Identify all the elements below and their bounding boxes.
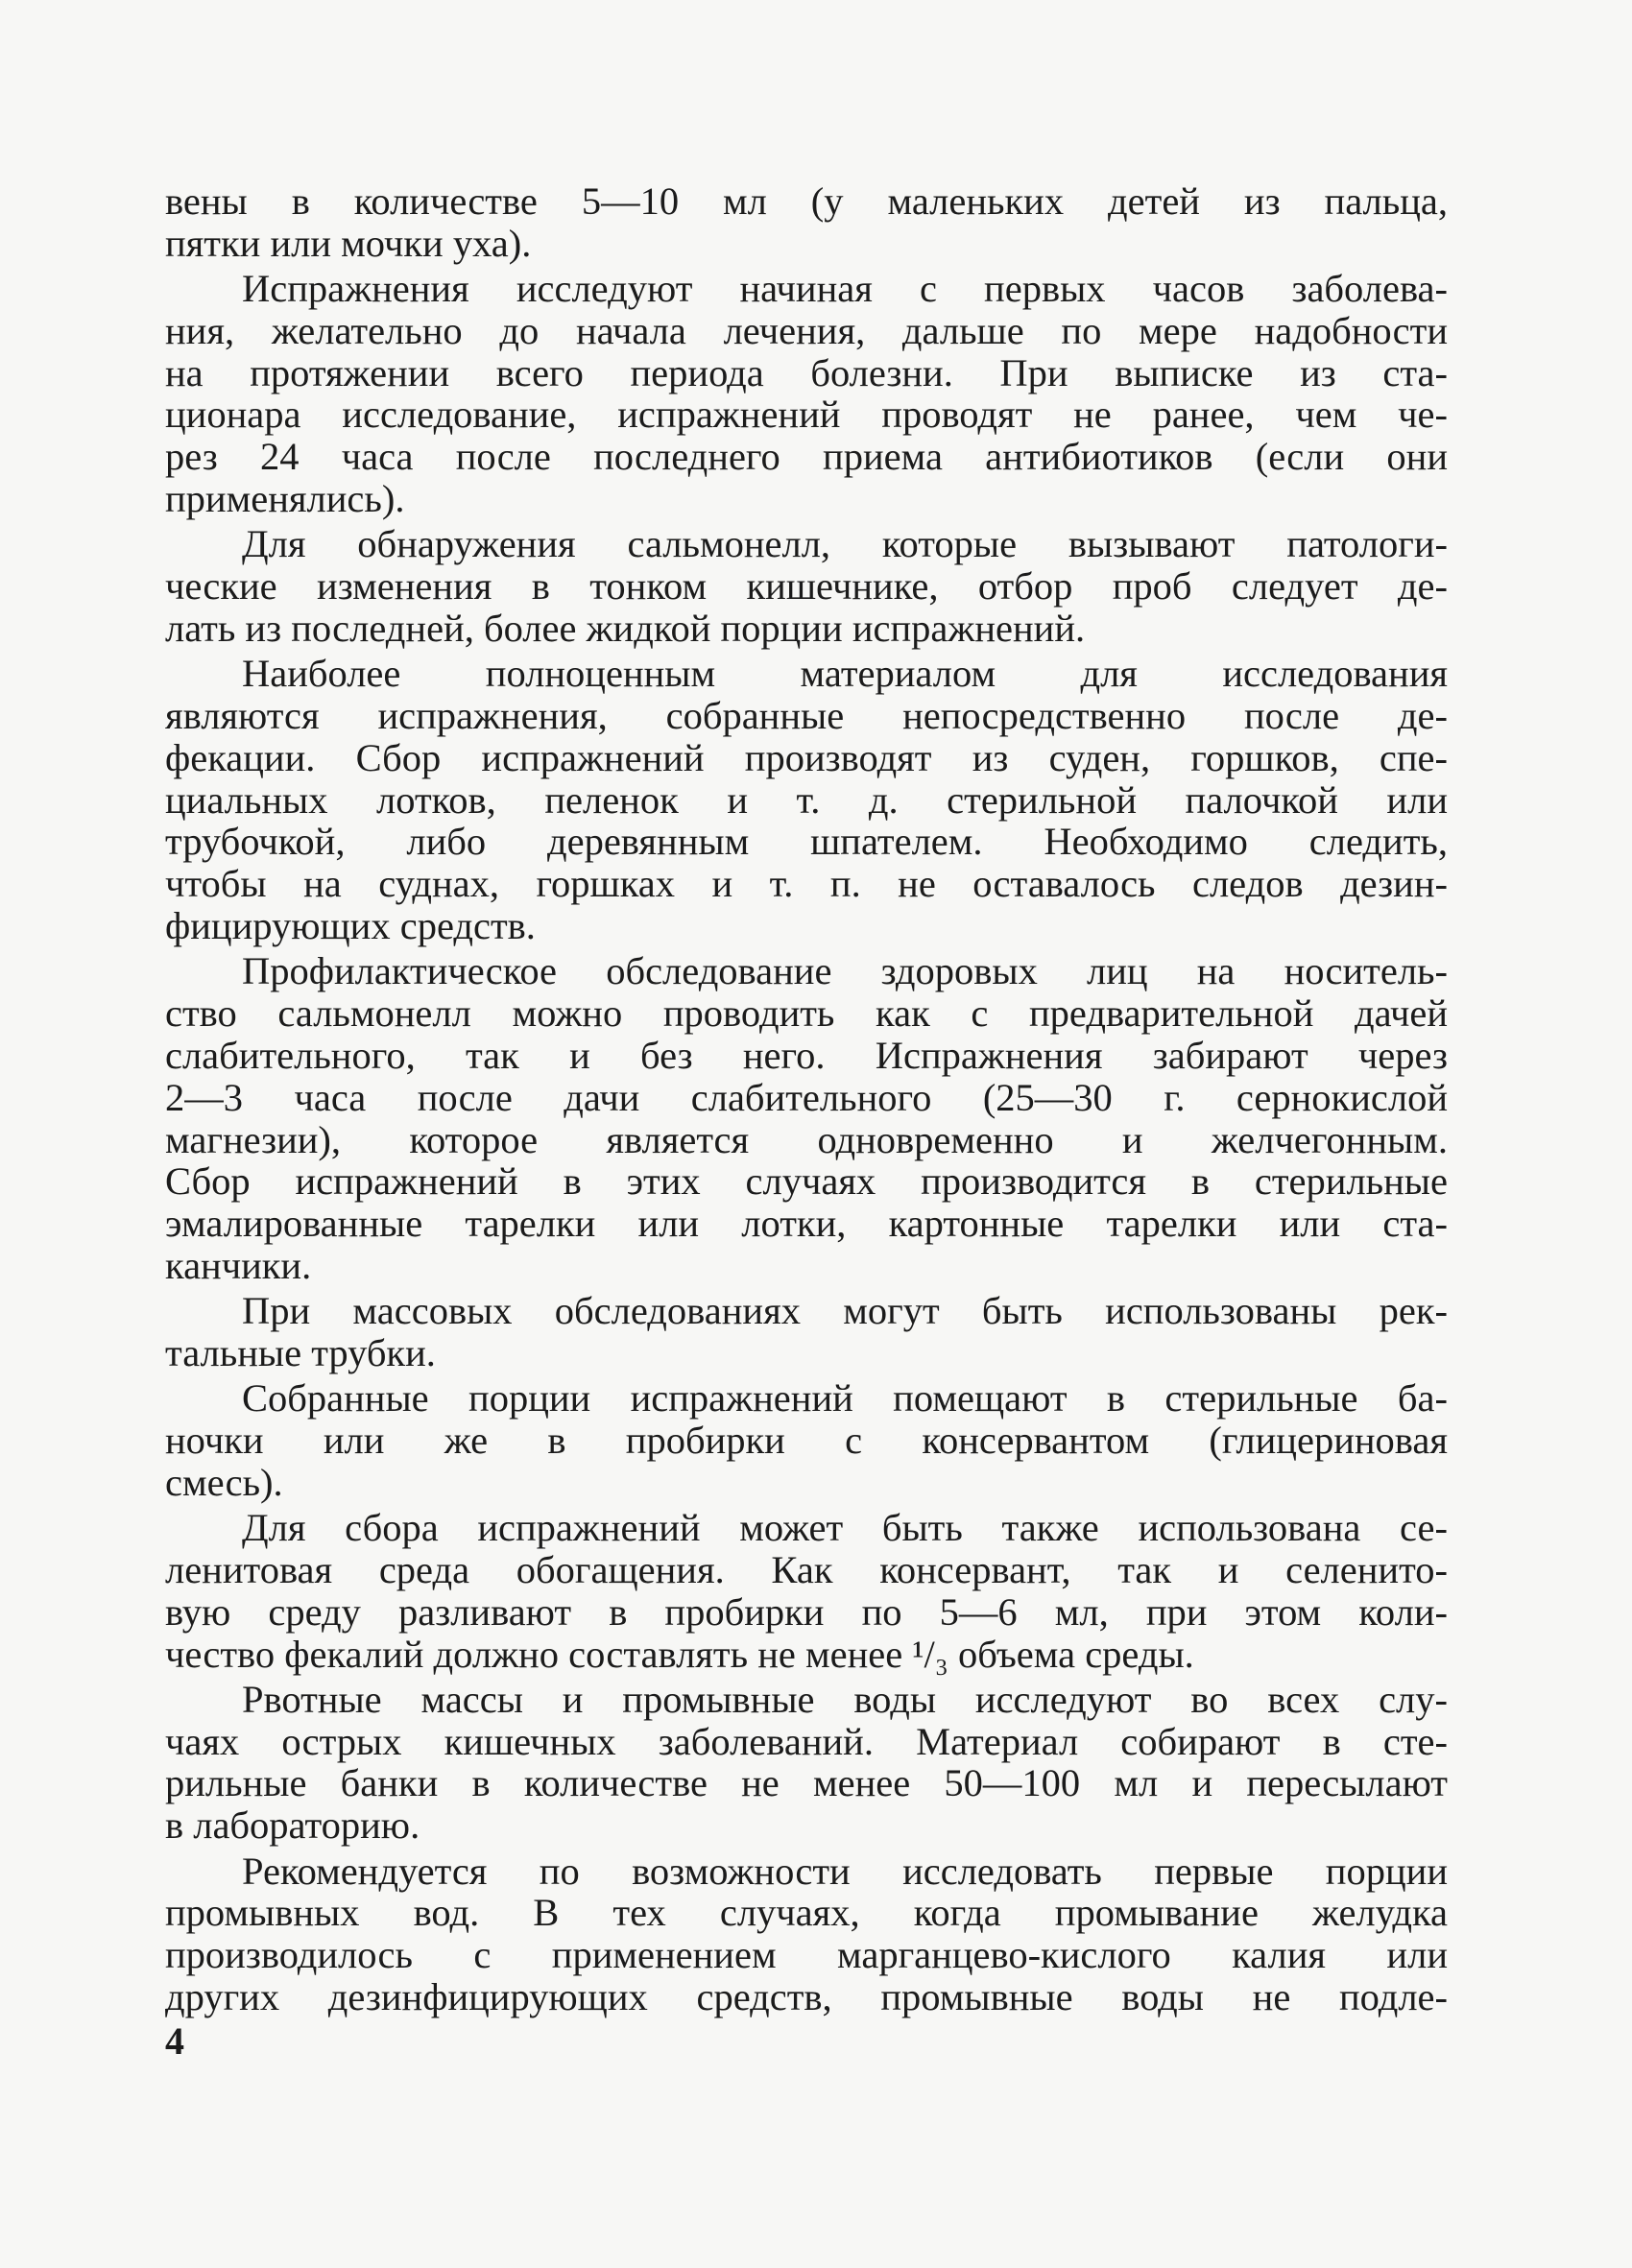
text-line: промывных вод. В тех случаях, когда промывание желудка	[165, 1891, 1448, 1935]
text-line: лать из последней, более жидкой порции испражнений.	[165, 606, 1086, 650]
text-line: чтобы на суднах, горшках и т. п. не оставалось следов дезин-	[165, 862, 1448, 906]
text-line: ство сальмонелл можно проводить как с предварительной дачей	[165, 991, 1448, 1036]
text-line: фицирующих средств.	[165, 904, 536, 948]
text-line: Рвотные массы и промывные воды исследуют во всех слу-	[242, 1677, 1448, 1721]
text-line: ния, желательно до начала лечения, дальше по мере надобности	[165, 308, 1448, 352]
text-line: циальных лотков, пеленок и т. д. стерильной палочкой или	[165, 777, 1448, 822]
text-line: производилось с применением марганцево-кислого калия или	[165, 1933, 1448, 1977]
paragraph	[165, 180, 1448, 265]
text-line: чество фекалий должно составлять не менее ¹/₃ объема среды.	[165, 1632, 1194, 1676]
paragraph	[165, 1679, 1448, 1847]
text-line: смесь).	[165, 1460, 283, 1504]
text-line: слабительного, так и без него. Испражнения забирают через	[165, 1033, 1448, 1077]
text-line: пятки или мочки уха).	[165, 221, 532, 265]
text-line: При массовых обследованиях могут быть использованы рек-	[242, 1289, 1448, 1333]
text-line: ночки или же в пробирки с консервантом (глицериновая	[165, 1419, 1448, 1463]
text-line: Рекомендуется по возможности исследовать первые порции	[242, 1849, 1448, 1893]
paragraph	[165, 1377, 1448, 1503]
text-line: Профилактическое обследование здоровых лиц на носитель-	[242, 949, 1448, 993]
text-line: магнезии), которое является одновременно и желчегонным.	[165, 1117, 1448, 1161]
paragraph	[165, 523, 1448, 649]
text-line: Наиболее полноценным материалом для исследования	[242, 652, 1448, 696]
text-line: в лабораторию.	[165, 1803, 420, 1848]
text-line: канчики.	[165, 1243, 312, 1287]
paragraph	[165, 1850, 1448, 2018]
text-line: чаях острых кишечных заболеваний. Материал собирают в сте-	[165, 1719, 1448, 1763]
text-line: рез 24 часа после последнего приема антибиотиков (если они	[165, 435, 1448, 479]
text-line: 2—3 часа после дачи слабительного (25—30 г. сернокислой	[165, 1075, 1448, 1119]
text-line: Сбор испражнений в этих случаях производится в стерильные	[165, 1159, 1448, 1204]
text-line: ленитовая среда обогащения. Как консервант, так и селенито-	[165, 1548, 1448, 1591]
text-line: вены в количестве 5—10 мл (у маленьких детей из пальца,	[165, 179, 1448, 223]
paragraph	[165, 268, 1448, 520]
text-line: ческие изменения в тонком кишечнике, отбор проб следует де-	[165, 564, 1448, 609]
text-line: на протяжении всего периода болезни. При выписке из ста-	[165, 350, 1448, 394]
text-line: вую среду разливают в пробирки по 5—6 мл, при этом коли-	[165, 1589, 1448, 1634]
text-line: ционара исследование, испражнений проводят не ранее, чем че-	[165, 393, 1448, 437]
paragraph	[165, 1507, 1448, 1675]
text-line: Для обнаружения сальмонелл, которые вызывают патологи-	[242, 522, 1448, 566]
text-line: рильные банки в количестве не менее 50—100 мл и пересылают	[165, 1761, 1448, 1805]
text-line: трубочкой, либо деревянным шпателем. Необходимо следить,	[165, 820, 1448, 864]
paragraph	[165, 653, 1448, 947]
text-line: являются испражнения, собранные непосредственно после де-	[165, 694, 1448, 738]
text-line: Испражнения исследуют начиная с первых часов заболева-	[242, 267, 1448, 311]
text-line: Для сбора испражнений может быть также использована се-	[242, 1506, 1448, 1550]
text-line: Собранные порции испражнений помещают в стерильные ба-	[242, 1376, 1448, 1420]
paragraph	[165, 1290, 1448, 1374]
text-line: эмалированные тарелки или лотки, картонные тарелки или ста-	[165, 1202, 1448, 1246]
text-line: фекации. Сбор испражнений производят из суден, горшков, спе-	[165, 735, 1448, 779]
page-number: 4	[165, 2019, 184, 2063]
page-body	[165, 180, 1448, 2215]
text-line: тальные трубки.	[165, 1331, 436, 1375]
paragraph	[165, 950, 1448, 1286]
text-line: других дезинфицирующих средств, промывные воды не подле-	[165, 1974, 1448, 2018]
text-line: применялись).	[165, 477, 405, 521]
